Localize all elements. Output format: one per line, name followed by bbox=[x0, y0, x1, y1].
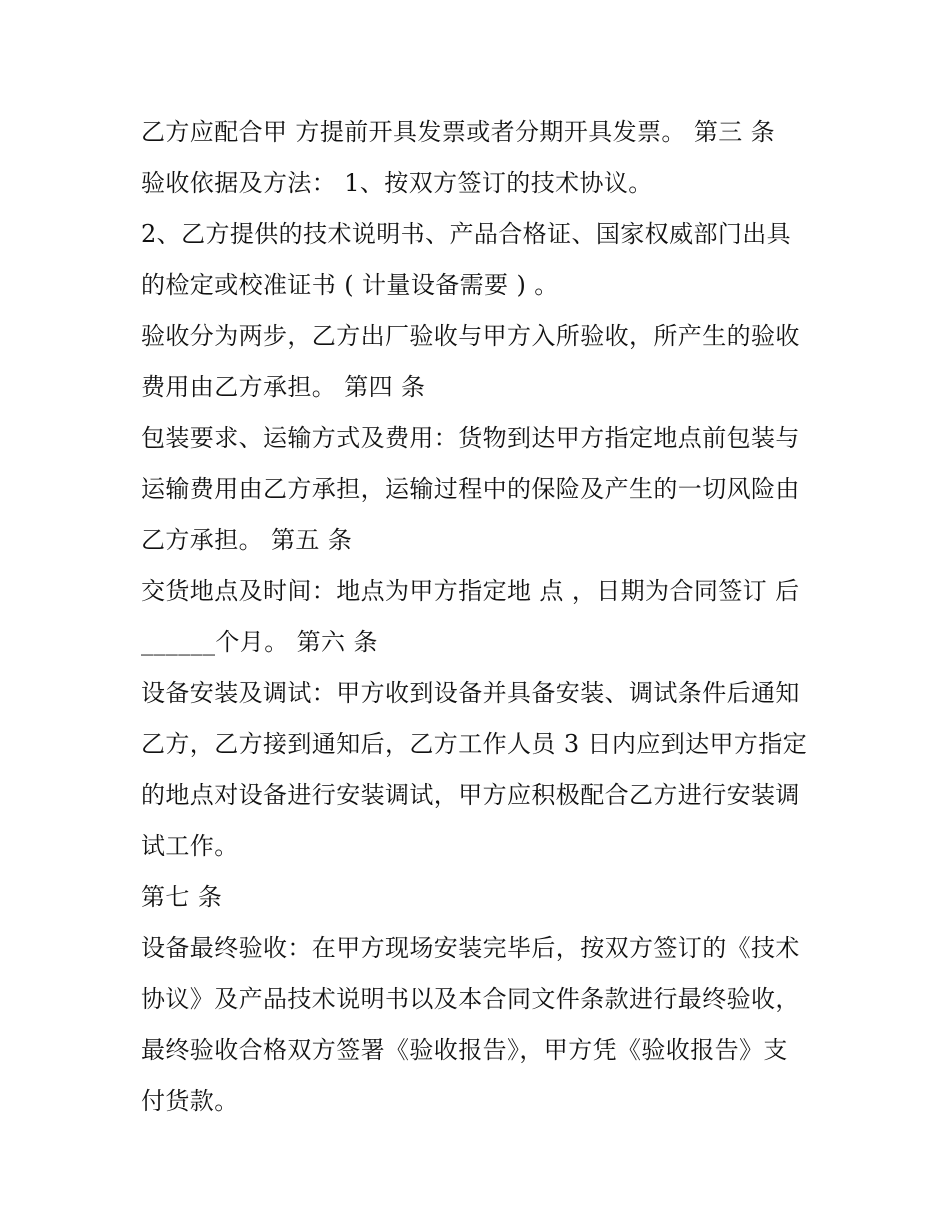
text-line: 付货款。 bbox=[141, 1087, 239, 1115]
text-line: 试工作。 bbox=[141, 832, 239, 860]
text-line: 乙方应配合甲 方提前开具发票或者分期开具发票。 第三 条 bbox=[141, 118, 776, 146]
text-line: ______个月。 第六 条 bbox=[141, 628, 378, 656]
text-line: 乙方，乙方接到通知后，乙方工作人员 3 日内应到达甲方指定 bbox=[141, 730, 808, 758]
text-line: 的地点对设备进行安装调试，甲方应积极配合乙方进行安装调 bbox=[141, 781, 800, 809]
text-line: 2、乙方提供的技术说明书、产品合格证、国家权威部门出具 bbox=[141, 220, 792, 248]
text-line: 设备最终验收：在甲方现场安装完毕后，按双方签订的《技术 bbox=[141, 934, 800, 962]
text-line: 协议》及产品技术说明书以及本合同文件条款进行最终验收， bbox=[141, 985, 800, 1013]
text-line: 交货地点及时间：地点为甲方指定地 点 ，日期为合同签订 后 bbox=[141, 577, 800, 605]
text-line: 乙方承担。 第五 条 bbox=[141, 526, 353, 554]
text-line: 费用由乙方承担。 第四 条 bbox=[141, 373, 426, 401]
text-line: 运输费用由乙方承担，运输过程中的保险及产生的一切风险由 bbox=[141, 475, 800, 503]
text-line: 第七 条 bbox=[141, 883, 223, 911]
text-line: 验收分为两步，乙方出厂验收与甲方入所验收，所产生的验收 bbox=[141, 322, 800, 350]
text-line: 设备安装及调试：甲方收到设备并具备安装、调试条件后通知 bbox=[141, 679, 800, 707]
text-line: 最终验收合格双方签署《验收报告》，甲方凭《验收报告》支 bbox=[141, 1036, 788, 1064]
text-line: 的检定或校准证书 ( 计量设备需要 ) 。 bbox=[141, 271, 559, 299]
text-line: 验收依据及方法： 1、按双方签订的技术协议。 bbox=[141, 169, 653, 197]
contract-text bbox=[141, 107, 816, 1127]
text-line: 包装要求、运输方式及费用：货物到达甲方指定地点前包装与 bbox=[141, 424, 800, 452]
